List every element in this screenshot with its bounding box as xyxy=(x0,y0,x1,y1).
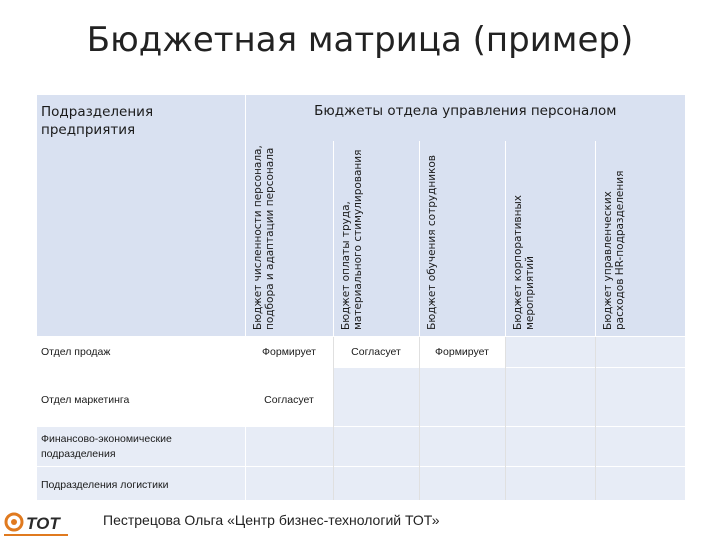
cell xyxy=(333,368,419,427)
footer-text: Пестрецова Ольга «Центр бизнес-технологий ТОТ» xyxy=(103,512,440,528)
column-header: Бюджет корпоративных мероприятий xyxy=(505,141,595,337)
row-dept: Финансово-экономические подразделения xyxy=(37,427,245,467)
cell: Формирует xyxy=(419,337,505,368)
cell xyxy=(245,427,333,467)
cell xyxy=(419,368,505,427)
column-header: Бюджет оплаты труда, материального стимулирования xyxy=(333,141,419,337)
table-row xyxy=(37,467,685,501)
cell xyxy=(333,427,419,467)
tot-logo xyxy=(4,509,68,539)
column-header: Бюджет численности персонала, подбора и адаптации персонала xyxy=(245,141,333,337)
column-header: Бюджет обучения сотрудников xyxy=(419,141,505,337)
cell xyxy=(505,427,595,467)
cell: Формирует xyxy=(245,337,333,368)
svg-text:ТОТ: ТОТ xyxy=(26,514,60,533)
table-row xyxy=(37,368,685,427)
budget-matrix-table xyxy=(37,95,685,500)
logo-mark-icon xyxy=(4,509,68,539)
row-dept: Подразделения логистики xyxy=(37,467,245,501)
cell xyxy=(333,467,419,501)
cell: Согласует xyxy=(245,368,333,427)
table-row xyxy=(37,337,685,368)
row-dept: Отдел маркетинга xyxy=(37,368,245,427)
cell: Согласует xyxy=(333,337,419,368)
cell xyxy=(595,467,685,501)
cell xyxy=(595,337,685,368)
cell xyxy=(505,368,595,427)
cell xyxy=(595,368,685,427)
cell xyxy=(505,467,595,501)
cell xyxy=(505,337,595,368)
dept-header: Подразделения предприятия xyxy=(37,95,245,337)
table-row xyxy=(37,427,685,467)
cell xyxy=(595,427,685,467)
slide-title: Бюджетная матрица (пример) xyxy=(86,20,634,60)
row-dept: Отдел продаж xyxy=(37,337,245,368)
budgets-header: Бюджеты отдела управления персоналом xyxy=(245,95,685,141)
cell xyxy=(419,427,505,467)
column-header: Бюджет управленческих расходов HR-подразделения xyxy=(595,141,685,337)
cell xyxy=(245,467,333,501)
cell xyxy=(419,467,505,501)
